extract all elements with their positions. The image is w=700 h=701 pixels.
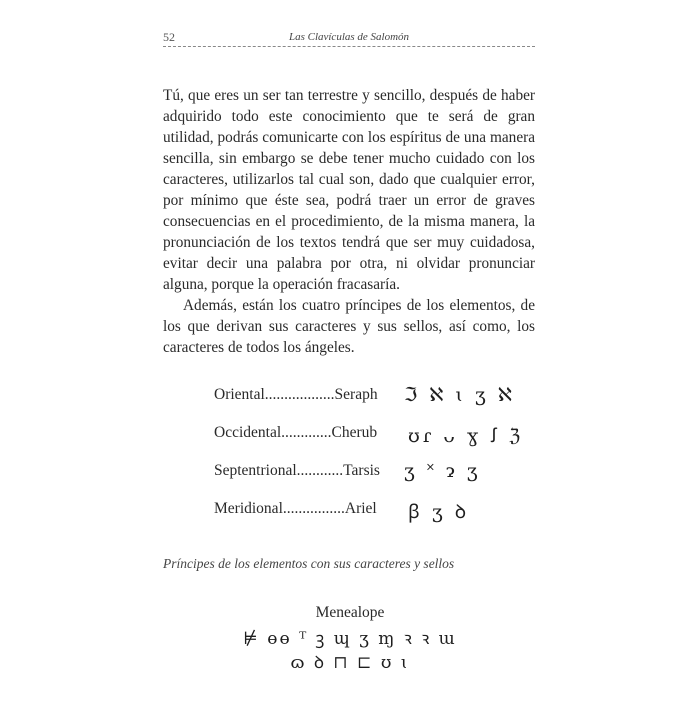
paragraph-2: Además, están los cuatro príncipes de los elementos, de los que derivan sus caracteres y sus sellos, así como, los caracteres de todos los ángeles.: [163, 297, 535, 356]
prince-label: Meridional................Ariel: [214, 500, 377, 517]
prince-characters: ʊɾ ᴗ ɣ ꭍ ℨ: [408, 425, 524, 447]
caption: Príncipes de los elementos con sus caracteres y sellos: [163, 556, 455, 571]
body-text: [163, 85, 535, 358]
prince-row-meridional: [214, 500, 494, 538]
seal-characters-line-1: ⊭ ɵɵ ᵀ ꝫ ɰ ʒ ɱ ꝛ ꝛ ɯ: [243, 629, 457, 649]
seal-name: Menealope: [315, 604, 385, 621]
prince-label: Occidental.............Cherub: [214, 424, 378, 441]
prince-label: Septentrional............Tarsis: [214, 462, 380, 479]
prince-label: Oriental..................Seraph: [214, 386, 378, 403]
prince-characters: ʒ ˟ ɂ ʒ: [404, 460, 481, 482]
running-title: Las Clavículas de Salomón: [288, 31, 410, 43]
header-rule: [163, 46, 535, 47]
princes-table: [214, 384, 524, 538]
prince-characters: ꞵ ʒ ꝺ: [408, 501, 470, 523]
seal-characters-line-2: ɷ ꝺ ⊓ ⊏ ʊ ɩ: [290, 653, 410, 673]
prince-characters: ℑ ℵ ɩ ʒ ℵ: [404, 384, 515, 406]
prince-row-occidental: [214, 424, 524, 462]
paragraph-1: Tú, que eres un ser tan terrestre y sencillo, después de haber adquirido todo este conocimiento que te será de gran utilidad, podrás comunicarte con los espíritus de una manera sencilla, sin embargo se debe tener mucho cuidado con los caracteres, utilizarlos tal cual son, dado que cualquier error, por mínimo que éste sea, podrá traer un error de graves consecuencias en el procedimiento, de la misma manera, la pronunciación de los textos tendrá que ser muy cuidadosa, evitar decir una palabra por otra, ni olvidar pronunciar alguna, porque la operación fracasaría.: [163, 87, 535, 293]
page-header: [163, 30, 535, 48]
prince-row-septentrional: [214, 462, 494, 500]
prince-row-oriental: [214, 384, 515, 424]
page-number: 52: [163, 30, 175, 44]
